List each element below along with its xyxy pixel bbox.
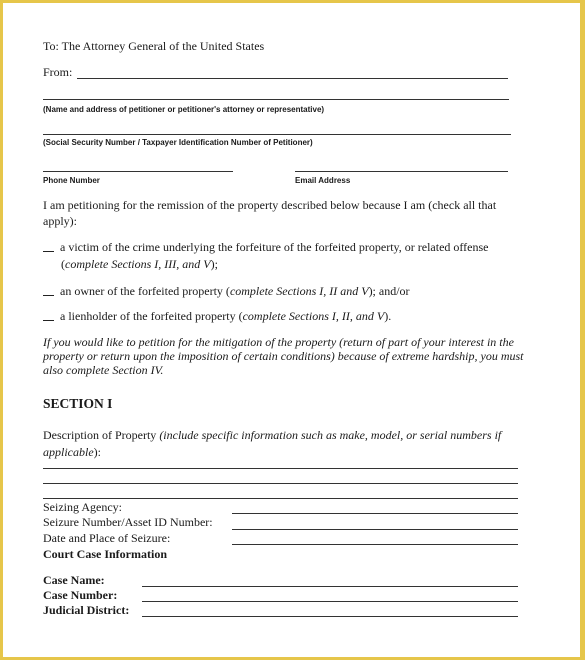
form-page — [3, 3, 580, 657]
judicial-district-field-line[interactable] — [142, 616, 518, 617]
option-victim-line-2: (complete Sections I, III, and V); — [61, 257, 218, 271]
option-owner-tail: ); and/or — [368, 284, 410, 298]
option-victim-line-1: a victim of the crime underlying the forfeiture of the forfeited property, or related offense — [60, 240, 489, 254]
victim-checkbox[interactable] — [43, 242, 54, 252]
description-tail: ): — [93, 445, 101, 459]
description-label: Description of Property — [43, 428, 160, 442]
option-victim-tail: ); — [210, 257, 218, 271]
description-field-line-2[interactable] — [43, 483, 518, 484]
description-field-line-3[interactable] — [43, 498, 518, 499]
name-address-field-line[interactable] — [43, 99, 509, 100]
option-owner — [43, 284, 410, 299]
name-address-label: (Name and address of petitioner or petitioner's attorney or representative) — [43, 105, 325, 114]
email-label: Email Address — [295, 176, 351, 185]
seizure-number-label: Seizure Number/Asset ID Number: — [43, 515, 213, 529]
description-line-2 — [43, 445, 101, 460]
option-owner-sections: complete Sections I, II and V — [229, 284, 369, 298]
option-owner-pre: an owner of the forfeited property ( — [60, 284, 230, 298]
option-lienholder-pre: a lienholder of the forfeited property ( — [60, 309, 243, 323]
from-label: From: — [43, 65, 73, 79]
option-lienholder-tail: ). — [384, 309, 392, 323]
owner-checkbox[interactable] — [43, 286, 54, 296]
ssn-label: (Social Security Number / Taxpayer Identification Number of Petitioner) — [43, 138, 313, 147]
mitigation-note-line-2: property or return upon the imposition of certain conditions) because of extreme hardship, you must — [43, 349, 524, 363]
date-place-field-line[interactable] — [232, 544, 518, 545]
description-line-1 — [43, 428, 501, 443]
phone-label: Phone Number — [43, 176, 100, 185]
intro-line-1: I am petitioning for the remission of the property described below because I am (check all that — [43, 198, 497, 212]
description-field-line-1[interactable] — [43, 468, 518, 469]
seizing-agency-field-line[interactable] — [232, 513, 518, 514]
case-number-label: Case Number: — [43, 588, 118, 602]
option-lienholder — [43, 309, 391, 324]
court-case-heading: Court Case Information — [43, 547, 167, 561]
case-name-field-line[interactable] — [142, 586, 518, 587]
lienholder-checkbox[interactable] — [43, 311, 54, 321]
case-name-label: Case Name: — [43, 573, 105, 587]
ssn-field-line[interactable] — [43, 134, 511, 135]
seizing-agency-label: Seizing Agency: — [43, 500, 122, 514]
option-victim — [43, 240, 489, 255]
date-place-label: Date and Place of Seizure: — [43, 531, 171, 545]
description-hint: (include specific information such as make, model, or serial numbers if — [159, 428, 502, 442]
section-1-heading: SECTION I — [43, 396, 113, 411]
option-lienholder-sections: complete Sections I, II, and V — [242, 309, 385, 323]
option-victim-sections: complete Sections I, III, and V — [65, 257, 211, 271]
case-number-field-line[interactable] — [142, 601, 518, 602]
phone-field-line[interactable] — [43, 171, 233, 172]
judicial-district-label: Judicial District: — [43, 603, 130, 617]
seizure-number-field-line[interactable] — [232, 529, 518, 530]
email-field-line[interactable] — [295, 171, 508, 172]
description-hint-2: applicable — [43, 445, 94, 459]
mitigation-note-line-1: If you would like to petition for the mitigation of the property (return of part of your interest in the — [43, 335, 514, 349]
intro-line-2: apply): — [43, 214, 77, 228]
from-field-line[interactable] — [77, 78, 508, 79]
mitigation-note-line-3: also complete Section IV. — [43, 363, 164, 377]
to-line: To: The Attorney General of the United States — [43, 39, 265, 53]
